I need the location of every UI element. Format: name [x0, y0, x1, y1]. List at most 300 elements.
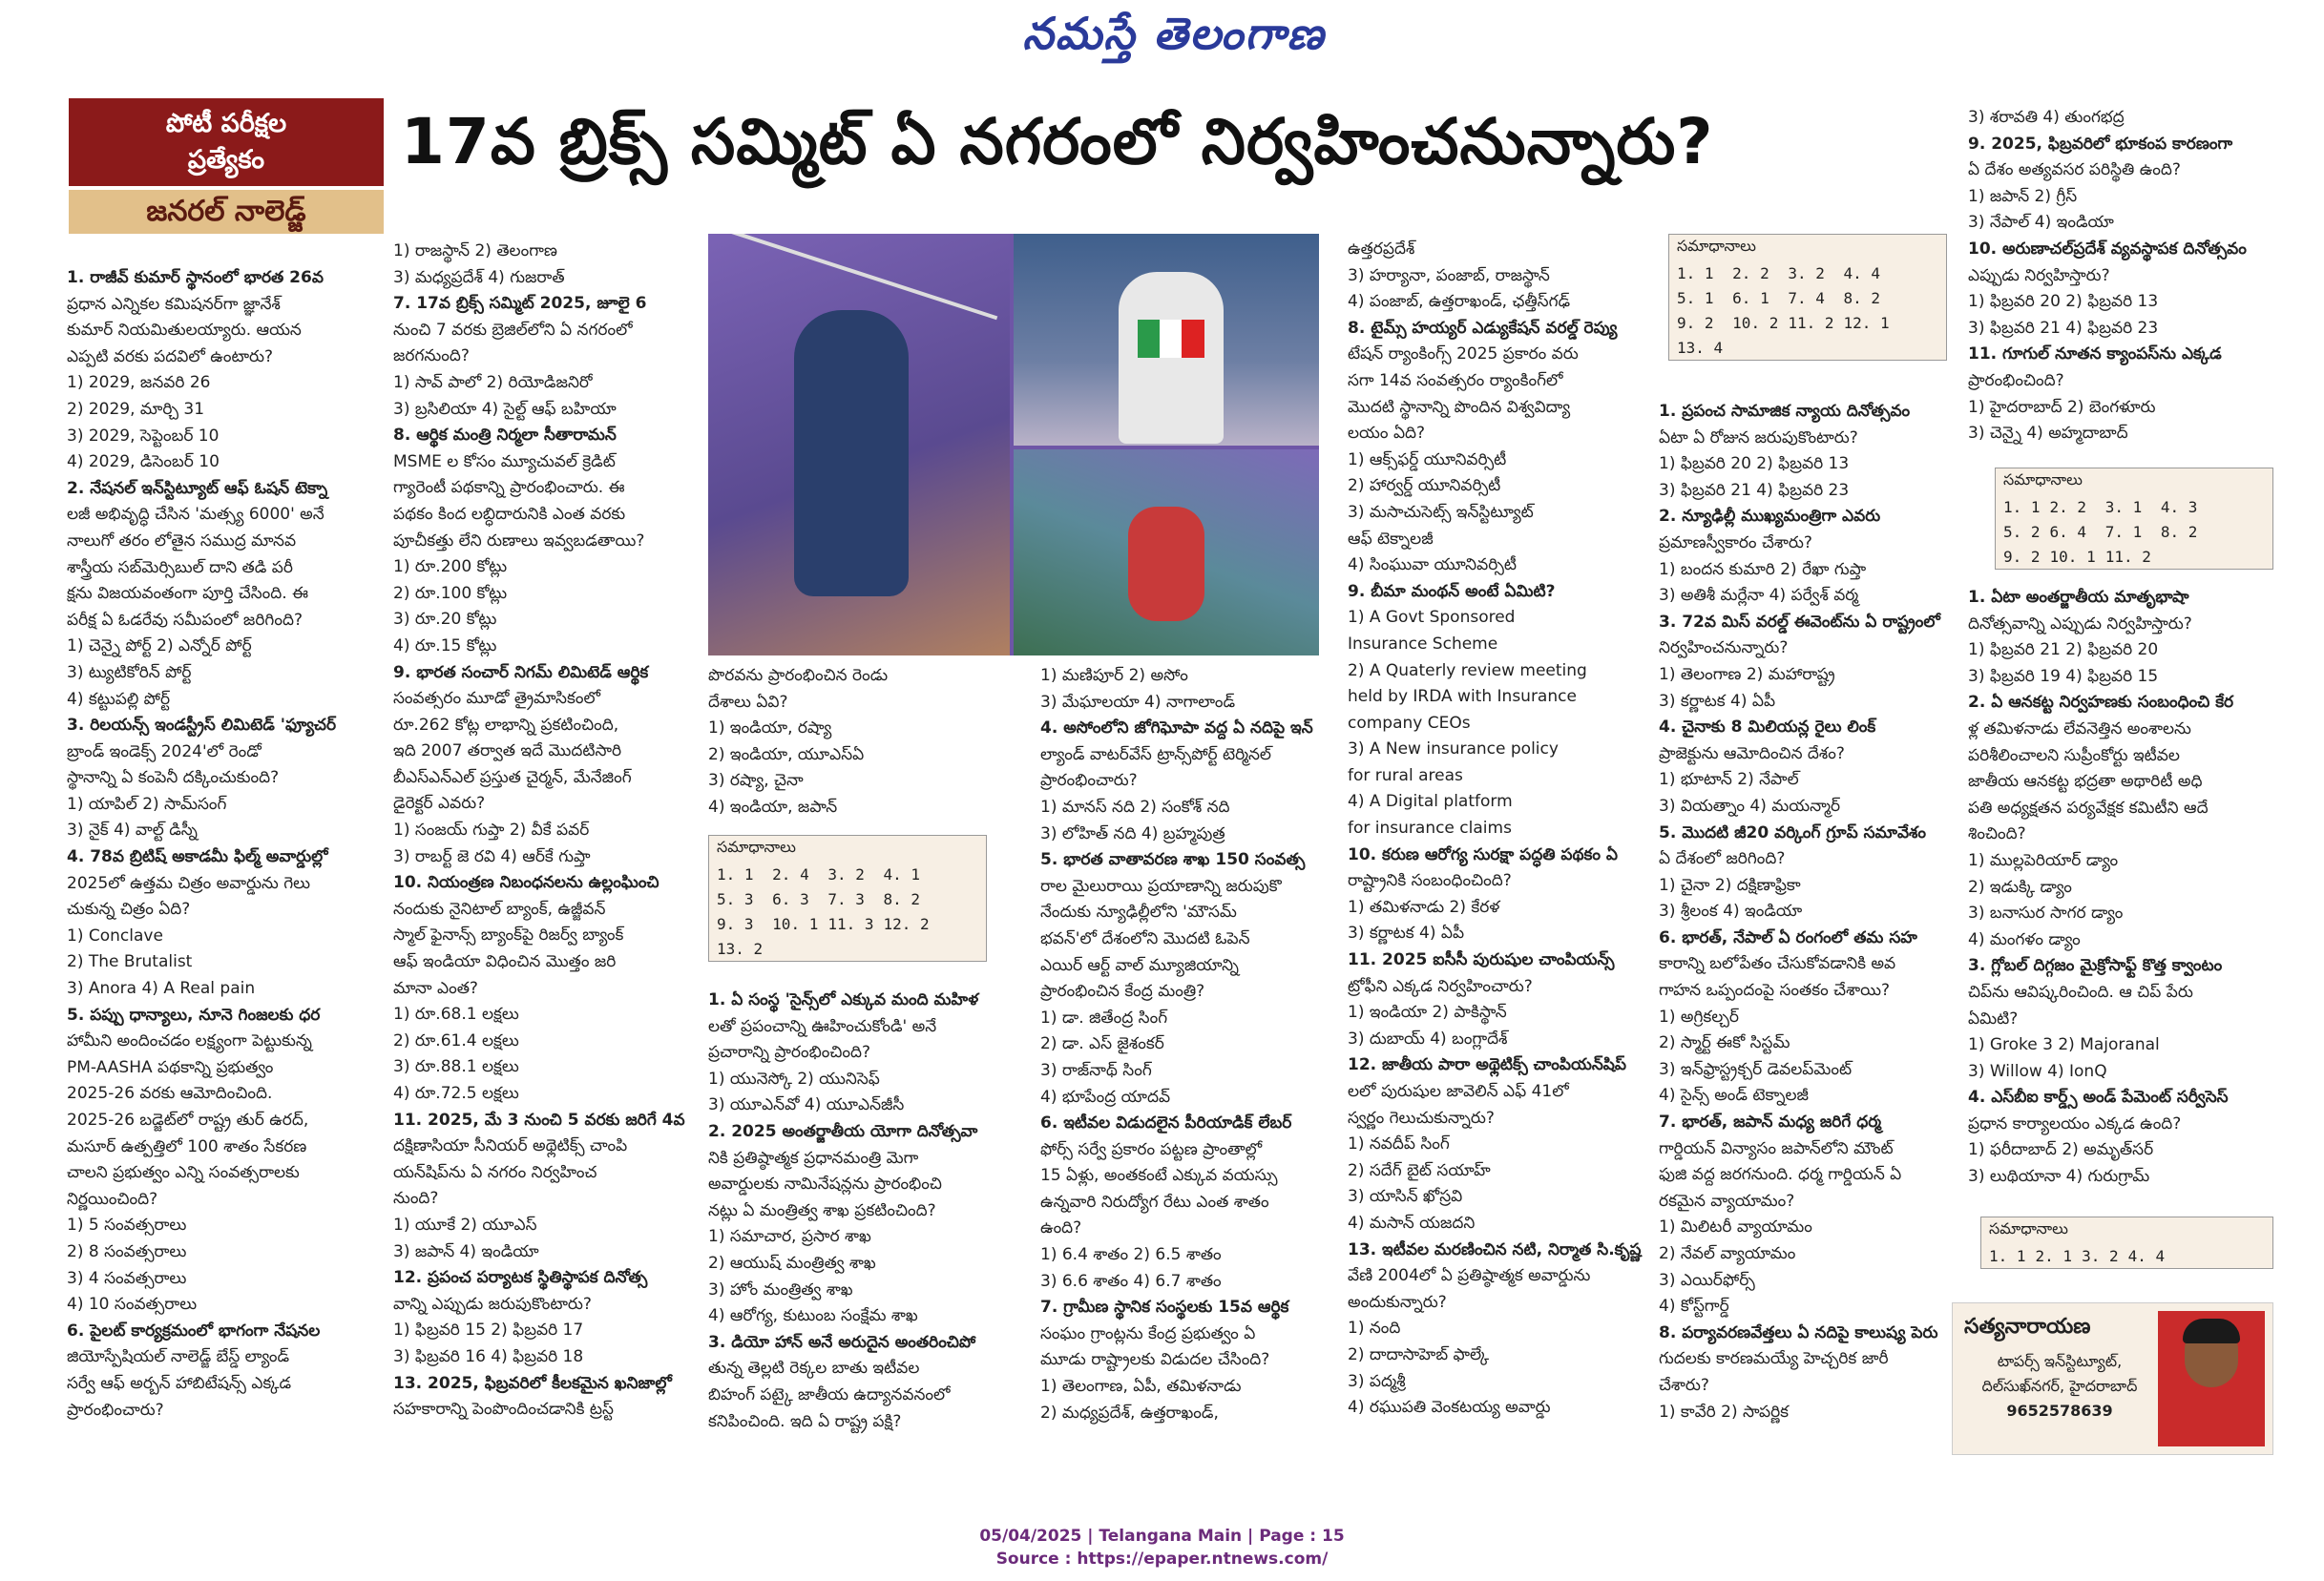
answer-cell: 6. 3: [772, 889, 809, 908]
text-line: జాతీయ ఆనకట్ట భద్రతా అథారిటీ అధి: [1968, 772, 2203, 792]
text-line: 1) ఫిబ్రవరి 20 2) ఫిబ్రవరి 13: [1659, 454, 1850, 474]
answer-cell: 7. 1: [2104, 522, 2143, 541]
answer-cell: 9. 2: [1677, 313, 1714, 332]
text-line: 1) Conclave: [67, 926, 163, 946]
text-line: 3) Willow 4) IonQ: [1968, 1061, 2107, 1081]
text-line: స్వర్ణం గెలుచుకున్నారు?: [1348, 1108, 1495, 1128]
answer-row: [1677, 310, 1899, 335]
text-line: 3. 72వ మిస్ వరల్డ్ ఈవెంట్‌ను ఏ రాష్ట్రంలో: [1659, 612, 1940, 632]
text-line: 4) ఇండియా, జపాన్: [708, 797, 838, 817]
text-line: పథకం కింద లబ్ధిదారునికి ఎంత వరకు: [393, 504, 626, 524]
answer-row: [717, 862, 939, 886]
answer-table: [1677, 260, 1899, 360]
text-line: ఏమిటి?: [1968, 1009, 2019, 1029]
text-line: గ్యారెంటీ పథకాన్ని ప్రారంభించారు. ఈ: [393, 478, 625, 498]
text-line: 3) 6.6 శాతం 4) 6.7 శాతం: [1040, 1271, 1222, 1291]
text-line: 3) ఎయిర్‌ఫోర్స్: [1659, 1270, 1755, 1290]
answer-cell: [1844, 335, 1899, 360]
text-line: 9. బీమా మంథన్ అంటే ఏమిటి?: [1348, 581, 1556, 601]
text-line: కారాన్ని బలోపేతం చేసుకోవడానికి అవ: [1659, 954, 1896, 974]
text-line: ప్రాజెక్టును ఆమోదించిన దేశం?: [1659, 743, 1845, 763]
answer-cell: [1732, 335, 1788, 360]
text-line: పొరవను ప్రారంభించిన రెండు: [708, 666, 889, 685]
text-line: 3) ఫిబ్రవరి 21 4) ఫిబ్రవరి 23: [1968, 318, 2159, 338]
text-line: 1) చెన్నై పోర్ట్ 2) ఎన్నోర్ పోర్ట్: [67, 636, 252, 656]
text-line: నికి ప్రతిష్ఠాత్మక ప్రధానమంత్రి మెగా: [708, 1148, 919, 1168]
text-line: సంఘం గ్రాంట్లను కేంద్ర ప్రభుత్వం ఏ: [1040, 1323, 1256, 1343]
answer-row: [1989, 1243, 2174, 1268]
text-line: నందుకు నైనిటాల్ బ్యాంక్, ఉజ్జీవన్: [393, 899, 606, 919]
text-line: 4) 2029, డిసెంబర్ 10: [67, 452, 220, 472]
text-line: పతి అధ్యక్షతన పర్యవేక్షక కమిటీని ఆదే: [1968, 798, 2209, 818]
text-line: 1) తెలంగాణ, ఏపీ, తమిళనాడు: [1040, 1377, 1242, 1397]
text-line: 1) యునెస్కో 2) యునిసెఫ్: [708, 1069, 880, 1089]
text-line: 7. 17వ బ్రిక్స్ సమ్మిట్ 2025, జూలై 6: [393, 294, 647, 314]
answer-key-label: సమాధానాలు: [2003, 470, 2083, 489]
text-line: 3) నైక్ 4) వాల్ట్ డిస్నీ: [67, 821, 198, 841]
column-5: [1348, 237, 1653, 1422]
text-line: 1) ఫిబ్రవరి 21 2) ఫిబ్రవరి 20: [1968, 640, 2159, 660]
answer-cell: 12. 1: [1843, 313, 1890, 332]
text-line: 9. 2025, ఫిబ్రవరిలో భూకంప కారణంగా: [1968, 134, 2233, 154]
text-line: 1) అగ్రికల్చర్: [1659, 1007, 1739, 1027]
answer-cell: 4. 3: [2160, 497, 2198, 516]
text-line: 7. భారత్, జపాన్ మధ్య జరిగే ధర్మ: [1659, 1113, 1882, 1133]
text-line: 12. జాతీయ పారా అథ్లెటిక్స్ చాంపియన్‌షిప్: [1348, 1055, 1626, 1075]
text-line: 3. డియో హాన్ అనే అరుదైన అంతరించిపో: [708, 1332, 976, 1352]
athlete-figure: [794, 310, 909, 596]
text-line: లతో ప్రపంచాన్ని ఊహించుకోండి' అనే: [708, 1016, 937, 1036]
text-line: 1) 2029, జనవరి 26: [67, 373, 211, 393]
text-line: 1) తెలంగాణ 2) మహారాష్ట్ర: [1659, 664, 1835, 684]
text-line: 1) ఫిబ్రవరి 20 2) ఫిబ్రవరి 13: [1968, 292, 2159, 312]
text-line: 3) 2029, సెప్టెంబర్ 10: [67, 426, 220, 446]
text-line: ఎప్పటి వరకు పదవిలో ఉంటారు?: [67, 346, 274, 366]
text-line: ప్రారంభించింది?: [1968, 370, 2064, 390]
text-line: 4) కోస్ట్‌గార్డ్: [1659, 1297, 1729, 1317]
text-line: 1) రూ.200 కోట్లు: [393, 557, 508, 577]
text-line: 3) ఫిబ్రవరి 19 4) ఫిబ్రవరి 15: [1968, 666, 2159, 686]
text-line: 4) రఘుపతి వెంకటయ్య అవార్డు: [1348, 1398, 1551, 1418]
answer-cell: 2. 4: [772, 864, 809, 884]
text-line: ఎయిర్ ఆర్ట్ వాల్ మ్యూజియాన్ని: [1040, 955, 1239, 975]
answer-row: [717, 886, 939, 911]
text-line: 4. 78వ బ్రిటిష్ అకాడమీ ఫిల్మ్ అవార్డుల్లో: [67, 847, 328, 867]
text-line: 1) రాజస్థాన్ 2) తెలంగాణ: [393, 241, 557, 260]
page-footer: [0, 1525, 2324, 1571]
text-line: శాస్త్రీయ సబ్‌మెర్సిబుల్ దాని తడి పరీ: [67, 557, 293, 577]
text-line: 2025-26 వరకు ఆమోదించింది.: [67, 1084, 273, 1104]
text-line: 3) శరావతి 4) తుంగభద్ర: [1968, 108, 2125, 127]
text-line: ఆఫ్ టెక్నాలజీ: [1348, 529, 1434, 549]
athletes-photo: [708, 234, 1319, 655]
text-line: 2) హార్వర్డ్ యూనివర్సిటీ: [1348, 476, 1501, 496]
author-card: [1952, 1302, 2273, 1455]
photo-panel-3: [1014, 449, 1319, 655]
text-line: యన్‌షిప్‌ను ఏ నగరం నిర్వహించ: [393, 1162, 597, 1182]
answer-cell: [1788, 335, 1843, 360]
text-line: లజీ అభివృద్ధి చేసిన 'మత్స్య 6000' అనే: [67, 505, 325, 525]
text-line: ఏ దేశంలో జరిగింది?: [1659, 849, 1786, 869]
text-line: 4) కట్టుపల్లి పోర్ట్: [67, 689, 171, 709]
answer-cell: 11. 2: [2104, 547, 2151, 566]
text-line: 3) జపాన్ 4) ఇండియా: [393, 1241, 539, 1261]
text-line: స్థానాన్ని ఏ కంపెనీ దక్కించుకుంది?: [67, 768, 280, 788]
text-line: సంవత్సరం మూడో త్రైమాసికంలో: [393, 689, 600, 709]
text-line: చేశారు?: [1659, 1375, 1709, 1395]
answer-cell: [827, 936, 883, 961]
text-line: 4) మసాన్ యజదని: [1348, 1213, 1476, 1233]
text-line: నేందుకు న్యూఢిల్లీలోని 'మౌసమ్: [1040, 903, 1237, 923]
column-6: [1659, 399, 1955, 1425]
text-line: 2) The Brutalist: [67, 952, 193, 972]
text-line: 3) హోం మంత్రిత్వ శాఖ: [708, 1279, 853, 1300]
answer-row: [2003, 494, 2207, 519]
text-line: 3) రూ.88.1 లక్షలు: [393, 1057, 519, 1077]
text-line: మూడు రాష్ట్రాలకు విడుదల చేసింది?: [1040, 1350, 1270, 1370]
answer-table: [1989, 1243, 2174, 1268]
text-line: 1. ఏ సంస్థ 'సైన్స్‌లో ఎక్కువ మంది మహిళ: [708, 990, 979, 1009]
text-line: కుమార్ నియమితులయ్యారు. ఆయన: [67, 321, 302, 341]
text-line: 1) యాపిల్ 2) సామ్‌సంగ్: [67, 794, 227, 814]
text-line: for insurance claims: [1348, 819, 1512, 839]
answer-cell: 8. 2: [2160, 522, 2198, 541]
answer-cell: 9. 3: [717, 914, 754, 933]
text-line: పరిశీలించాలని సుప్రీంకోర్టు ఇటీవల: [1968, 745, 2180, 765]
answer-key-2: [1668, 234, 1947, 361]
text-line: 2) సదేగ్ బైట్ సయాహ్: [1348, 1160, 1491, 1180]
answer-cell: 3. 2: [1788, 263, 1825, 282]
photo-panel-1: [708, 234, 1010, 655]
text-line: స్మాల్ ఫైనాన్స్ బ్యాంక్‌పై రిజర్వ్ బ్యాంక్: [393, 926, 624, 946]
text-line: 11. 2025 ఐసీసీ పురుషుల చాంపియన్స్: [1348, 950, 1615, 970]
text-line: జియోస్పేషియల్ నాలెడ్జ్ బేస్డ్ ల్యాండ్: [67, 1347, 290, 1367]
flag: [1138, 320, 1204, 358]
answer-key-3: [1995, 468, 2273, 570]
text-line: ట్రోఫీని ఎక్కడ నిర్వహించారు?: [1348, 976, 1533, 996]
text-line: 6. భారత్, నేపాల్ ఏ రంగంలో తమ సహ: [1659, 927, 1917, 947]
text-line: జరగనుంది?: [393, 346, 470, 366]
text-line: 3) ట్యుటికోరిన్ పోర్ట్: [67, 662, 192, 682]
column-2: [393, 239, 701, 1424]
answer-cell: 4. 4: [1843, 263, 1881, 282]
answer-cell: 13. 4: [1677, 338, 1724, 357]
footer-dateline: 05/04/2025 | Telangana Main | Page : 15: [979, 1527, 1345, 1546]
text-line: held by IRDA with Insurance: [1348, 687, 1577, 707]
text-line: ఉన్నవారి నిరుద్యోగ రేటు ఎంత శాతం: [1040, 1192, 1269, 1212]
answer-cell: 3. 1: [2104, 497, 2143, 516]
text-line: 4) A Digital platform: [1348, 792, 1513, 812]
answer-table: [717, 862, 939, 961]
text-line: 4. అసోంలోని జోగిఘోపా వద్ద ఏ నదిపై ఇన్: [1040, 718, 1313, 738]
text-line: 3. గ్లోబల్ దిగ్గజం మైక్రోసాఫ్ట్ కొత్త క్వాంటం: [1968, 956, 2223, 976]
text-line: 3) దుబాయ్ 4) బంగ్లాదేశ్: [1348, 1029, 1508, 1049]
text-line: 2) దాదాసాహెబ్ ఫాల్కే: [1348, 1344, 1490, 1364]
answer-cell: 3. 2: [2082, 1246, 2119, 1265]
text-line: పూచీకత్తు లేని రుణాలు ఇవ్వబడతాయి?: [393, 530, 645, 551]
text-line: సగా 14వ సంవత్సరం ర్యాంకింగ్‌లో: [1348, 370, 1563, 390]
text-line: దక్షిణాసియా సీనియర్ అథ్లెటిక్స్ చాంపి: [393, 1136, 628, 1156]
answer-cell: 8. 2: [883, 889, 921, 908]
text-line: 2) రూ.61.4 లక్షలు: [393, 1030, 519, 1051]
text-line: సహకారాన్ని పెంపొందించడానికి ట్రస్ట్: [393, 1400, 614, 1420]
text-line: 3) నేపాల్ 4) ఇండియా: [1968, 213, 2114, 233]
text-line: 3. రిలయన్స్ ఇండస్ట్రీస్ లిమిటెడ్ 'ఫ్యూచర్: [67, 716, 337, 736]
text-line: 3) కర్ణాటక 4) ఏపీ: [1348, 924, 1465, 944]
text-line: 3) లుథియానా 4) గురుగ్రామ్: [1968, 1167, 2150, 1187]
text-line: 1) ముల్లపెరియార్ డ్యాం: [1968, 850, 2119, 870]
text-line: 1) హైదరాబాద్ 2) బెంగళూరు: [1968, 397, 2156, 417]
text-line: 2) A Quaterly review meeting: [1348, 660, 1587, 680]
text-line: 2) ఇండియా, యూఎస్ఏ: [708, 744, 865, 764]
text-line: 12. ప్రపంచ పర్యాటక స్థితిస్థాపక దినోత్స: [393, 1268, 648, 1288]
text-line: రాల మైలురాయి ప్రయాణాన్ని జరుపుకొ: [1040, 876, 1282, 896]
text-line: 1) ఫిబ్రవరి 15 2) ఫిబ్రవరి 17: [393, 1321, 584, 1341]
text-line: ఏటా ఏ రోజున జరుపుకొంటారు?: [1659, 427, 1858, 447]
text-line: 3) కర్ణాటక 4) ఏపీ: [1659, 691, 1776, 711]
text-line: 2) 8 సంవత్సరాలు: [67, 1241, 187, 1261]
answer-cell: 4. 1: [883, 864, 921, 884]
answer-row: [2003, 519, 2207, 544]
text-line: 1) ఇండియా, రష్యా: [708, 718, 832, 738]
text-line: 3) మేఘాలయా 4) నాగాలాండ్: [1040, 692, 1236, 712]
answer-cell: 13. 2: [717, 939, 764, 958]
text-line: 5. భారత వాతావరణ శాఖ 150 సంవత్స: [1040, 850, 1306, 870]
text-line: 1) ఫరీదాబాద్ 2) అమృత్‌సర్: [1968, 1140, 2154, 1160]
text-line: బిహంగ్ పట్కై జాతీయ ఉద్యానవనంలో: [708, 1384, 951, 1404]
text-line: డైరెక్టర్ ఎవరు?: [393, 794, 486, 814]
answer-cell: 7. 3: [827, 889, 865, 908]
text-line: 2025లో ఉత్తమ చిత్రం అవార్డును గెలు: [67, 873, 311, 893]
text-line: 3) రాబర్ట్ జె రవి 4) ఆర్‌కే గుప్తా: [393, 846, 591, 866]
text-line: 1) సావ్ పాలో 2) రియోడిజనిరో: [393, 372, 593, 392]
text-line: 2) డా. ఎస్ జైశంకర్: [1040, 1034, 1164, 1054]
author-photo: [2158, 1311, 2265, 1446]
answer-cell: 1. 1: [717, 864, 754, 884]
text-line: 1) ఆక్స్‌ఫర్డ్ యూనివర్సిటీ: [1348, 449, 1507, 469]
text-line: ఇది 2007 తర్వాత ఇదే మొదటిసారి: [393, 741, 622, 761]
answer-key-label: సమాధానాలు: [1677, 237, 1756, 255]
text-line: 4. చైనాకు 8 మిలియన్ల రైలు లింక్: [1659, 718, 1876, 738]
text-line: ఎప్పుడు నిర్వహిస్తారు?: [1968, 265, 2110, 285]
text-line: దేశాలు ఏవి?: [708, 692, 788, 712]
text-line: రూ.262 కోట్ల లాభాన్ని ప్రకటించింది,: [393, 715, 619, 735]
text-line: 1) మణిపూర్ 2) అసోం: [1040, 666, 1188, 685]
text-line: నాలుగో తరం లోతైన సముద్ర మానవ: [67, 530, 297, 551]
text-line: 1. ఏటా అంతర్జాతీయ మాతృభాషా: [1968, 588, 2189, 607]
author-institute-line-2: దిల్‌సుఖ్‌నగర్, హైదరాబాద్: [1981, 1377, 2138, 1395]
text-line: 2. న్యూఢిల్లీ ముఖ్యమంత్రిగా ఎవరు: [1659, 507, 1881, 527]
author-institute-line-1: టాపర్స్ ఇన్‌స్టిట్యూట్,: [1997, 1352, 2123, 1370]
text-line: 1) డా. జితేంద్ర సింగ్: [1040, 1008, 1168, 1028]
column-7-lower: [1968, 585, 2283, 1191]
answer-cell: 4. 4: [2127, 1246, 2166, 1265]
text-line: 3) రష్యా, చైనా: [708, 771, 804, 791]
text-line: 2025-26 బడ్జెట్‌లో రాష్ట్ర తుర్ ఉరద్,: [67, 1111, 309, 1130]
answer-cell: 3. 2: [827, 864, 865, 884]
text-line: 1) భూటాన్ 2) నేపాల్: [1659, 770, 1799, 790]
answer-cell: [2161, 544, 2208, 569]
text-line: 1) రూ.68.1 లక్షలు: [393, 1005, 519, 1025]
text-line: వేణి 2004లో ఏ ప్రతిష్ఠాత్మక అవార్డును: [1348, 1266, 1591, 1286]
text-line: రకమైన వ్యాయామం?: [1659, 1191, 1795, 1211]
text-line: 3) అతిశీ మర్లేనా 4) పర్వేశ్ వర్మ: [1659, 586, 1859, 606]
answer-key-4: [1980, 1217, 2273, 1269]
text-line: ఉత్తరప్రదేశ్: [1348, 239, 1415, 259]
javelin: [724, 234, 998, 320]
text-line: 10. అరుణాచల్‌ప్రదేశ్ వ్యవస్థాపక దినోత్సవం: [1968, 239, 2247, 259]
answer-cell: 1. 1: [1989, 1246, 2026, 1265]
text-line: PM-AASHA పథకాన్ని ప్రభుత్వం: [67, 1057, 274, 1077]
text-line: 3) మధ్యప్రదేశ్ 4) గుజరాత్: [393, 267, 565, 287]
text-line: 8. టైమ్స్ హయ్యర్ ఎడ్యుకేషన్ వరల్డ్ రెప్యు: [1348, 318, 1618, 338]
text-line: 8. ఆర్థిక మంత్రి నిర్మలా సీతారామన్: [393, 426, 617, 446]
text-line: 9. భారత సంచార్ నిగమ్ లిమిటెడ్ ఆర్థిక: [393, 662, 649, 682]
text-line: 10. కరుణ ఆరోగ్య సురక్షా పద్ధతి పథకం ఏ: [1348, 844, 1619, 864]
text-line: హామీని అందించడం లక్ష్యంగా పెట్టుకున్న: [67, 1031, 312, 1051]
text-line: ప్రధాన ఎన్నికల కమిషనర్‌గా జ్ఞానేశ్: [67, 294, 281, 314]
text-line: 1) తమిళనాడు 2) కేరళ: [1348, 897, 1500, 917]
text-line: company CEOs: [1348, 713, 1471, 733]
text-line: 2) స్మార్ట్ ఈకో సిస్టమ్: [1659, 1033, 1790, 1053]
answer-cell: 10. 1: [2049, 547, 2096, 566]
text-line: సర్వే ఆఫ్ అర్బన్ హాబిటేషన్స్ ఎక్కడ: [67, 1373, 292, 1393]
text-line: 2. ఏ ఆనకట్ట నిర్వహణకు సంబంధించి కేర: [1968, 693, 2234, 713]
text-line: 13. ఇటీవల మరణించిన నటి, నిర్మాత సి.కృష్ణ: [1348, 1239, 1642, 1259]
answer-cell: 7. 4: [1788, 288, 1825, 307]
text-line: 1. ప్రపంచ సామాజిక న్యాయ దినోత్సవం: [1659, 402, 1911, 421]
text-line: 3) ఫిబ్రవరి 21 4) ఫిబ్రవరి 23: [1659, 480, 1850, 500]
text-line: 2) మధ్యప్రదేశ్, ఉత్తరాఖండ్,: [1040, 1403, 1219, 1423]
text-line: 3) లోహిత్ నది 4) బ్రహ్మపుత్ర: [1040, 823, 1225, 843]
text-line: 6. ఇటీవల విడుదలైన పీరియాడిక్ లేబర్: [1040, 1113, 1292, 1134]
athlete-figure: [1119, 272, 1224, 444]
text-line: 2. నేషనల్ ఇన్‌స్టిట్యూట్ ఆఫ్ ఓషన్ టెక్నా: [67, 478, 328, 498]
answer-row: [1677, 285, 1899, 310]
text-line: అందుకున్నారు?: [1348, 1292, 1447, 1312]
column-3: [708, 663, 1033, 822]
text-line: 3) చెన్నై 4) అహ్మదాబాద్: [1968, 424, 2128, 444]
text-line: 1) బందన కుమారి 2) రేఖా గుప్తా: [1659, 559, 1867, 579]
text-line: చుకున్న చిత్రం ఏది?: [67, 900, 191, 920]
section-label: జనరల్ నాలెడ్జ్: [69, 190, 384, 234]
text-line: నట్లు ఏ మంత్రిత్వ శాఖ ప్రకటించింది?: [708, 1200, 936, 1220]
text-line: 1) Groke 3 2) Majoranal: [1968, 1035, 2160, 1055]
answer-cell: 5. 1: [1677, 288, 1714, 307]
text-line: 4) రూ.15 కోట్లు: [393, 635, 497, 655]
answer-cell: 6. 1: [1732, 288, 1769, 307]
text-line: పరీక్ష ఏ ఓడరేవు సమీపంలో జరిగింది?: [67, 610, 303, 630]
text-line: 1. రాజీవ్ కుమార్ స్థానంలో భారత 26వ: [67, 268, 324, 287]
answer-key-label: సమాధానాలు: [717, 838, 796, 856]
text-line: చాలని ప్రభుత్వం ఎన్ని సంవత్సరాలకు: [67, 1163, 300, 1183]
text-line: 1) మానస్ నది 2) సంకోశ్ నది: [1040, 797, 1230, 817]
author-name: సత్యనారాయణ: [1964, 1315, 2091, 1339]
text-line: 4) భూపేంద్ర యాదవ్: [1040, 1087, 1171, 1107]
answer-row: [2003, 544, 2207, 569]
answer-cell: 8. 2: [1843, 288, 1881, 307]
text-line: ల్యాండ్ వాటర్‌వేస్ ట్రాన్స్‌పోర్ట్ టెర్మినల్: [1040, 744, 1271, 764]
topic-banner: [69, 98, 384, 186]
text-line: 1) సమాచార, ప్రసార శాఖ: [708, 1227, 871, 1247]
answer-cell: 11. 3: [827, 914, 874, 933]
text-line: 10. నియంత్రణ నిబంధనలను ఉల్లంఘించి: [393, 873, 660, 893]
column-1: [67, 265, 382, 1424]
text-line: లయం ఏది?: [1348, 424, 1426, 444]
text-line: 3) వియత్నాం 4) మయన్మార్: [1659, 796, 1841, 816]
text-line: 2) ఇడుక్కి డ్యాం: [1968, 877, 2072, 897]
text-line: 1) జపాన్ 2) గ్రీస్: [1968, 186, 2078, 206]
text-line: 1) సంజయ్ గుప్తా 2) వీకే పవర్: [393, 821, 590, 841]
text-line: నుంచి 7 వరకు బ్రెజిల్‌లోని ఏ నగరంలో: [393, 320, 633, 340]
text-line: 3) బ్రసిలియా 4) సైల్ట్ ఆఫ్ బహియా: [393, 399, 617, 419]
answer-cell: 11. 2: [1788, 313, 1834, 332]
text-line: 1) 5 సంవత్సరాలు: [67, 1216, 187, 1236]
text-line: క్షను విజయవంతంగా పూర్తి చేసింది. ఈ: [67, 584, 308, 604]
text-line: 13. 2025, ఫిబ్రవరిలో కీలకమైన ఖనిజాల్లో: [393, 1373, 672, 1393]
text-line: టేషన్ ర్యాంకింగ్స్ 2025 ప్రకారం వరు: [1348, 344, 1579, 364]
masthead-logo: నమస్తే తెలంగాణ: [1022, 8, 1326, 59]
author-institute: [1964, 1349, 2155, 1424]
text-line: గుదలకు కారణమయ్యే హెచ్చరిక జారీ: [1659, 1349, 1889, 1369]
answer-cell: 9. 2: [2003, 547, 2041, 566]
text-line: 3) ఇన్‌ఫ్రాస్ట్రక్చర్ డెవలప్‌మెంట్: [1659, 1059, 1853, 1079]
text-line: దినోత్సవాన్ని ఎప్పుడు నిర్వహిస్తారు?: [1968, 614, 2192, 634]
answer-cell: 5. 2: [2003, 522, 2041, 541]
text-line: 2) 2029, మార్చి 31: [67, 399, 205, 419]
text-line: 4) పంజాబ్, ఉత్తరాఖండ్, ఛత్తీస్‌గఢ్: [1348, 292, 1571, 312]
text-line: రాష్ట్రానికి సంబంధించింది?: [1348, 871, 1512, 891]
text-line: మొదటి స్థానాన్ని పొందిన విశ్వవిద్యా: [1348, 397, 1571, 417]
text-line: బీఎస్ఎన్ఎల్ ప్రస్తుత చైర్మన్, మేనేజింగ్: [393, 767, 632, 787]
answer-cell: 1. 1: [2003, 497, 2041, 516]
text-line: ఆఫ్ ఇండియా విధించిన మొత్తం జరి: [393, 952, 617, 972]
text-line: 3) శ్రీలంక 4) ఇండియా: [1659, 902, 1803, 922]
answer-cell: 6. 4: [2049, 522, 2087, 541]
answer-cell: 10. 1: [772, 914, 819, 933]
text-line: 3) రాజ్‌నాథ్ సింగ్: [1040, 1060, 1152, 1080]
text-line: 2) ఆయుష్ మంత్రిత్వ శాఖ: [708, 1253, 876, 1273]
text-line: శించింది?: [1968, 824, 2026, 844]
text-line: నిర్ణయించింది?: [67, 1189, 158, 1209]
text-line: 1) నవదీప్ సింగ్: [1348, 1134, 1450, 1155]
answer-cell: 2. 1: [2035, 1246, 2073, 1265]
text-line: అవార్డులకు నామినేషన్లను ప్రారంభించి: [708, 1175, 942, 1195]
answer-cell: 10. 2: [1732, 313, 1779, 332]
text-line: కనిపించింది. ఇది ఏ రాష్ట్ర పక్షి?: [708, 1411, 902, 1431]
text-line: 4) సైన్స్ అండ్ టెక్నాలజీ: [1659, 1086, 1809, 1106]
text-line: 1) చైనా 2) దక్షిణాఫ్రికా: [1659, 875, 1801, 895]
text-line: 3) యూఎన్‌వో 4) యూఎన్‌జీసీ: [708, 1095, 905, 1115]
text-line: 2) నేవల్ వ్యాయామం: [1659, 1244, 1796, 1263]
text-line: ఫోర్స్ సర్వే ప్రకారం పట్టణ ప్రాంతాల్లో: [1040, 1139, 1263, 1159]
text-line: 11. 2025, మే 3 నుంచి 5 వరకు జరిగే 4వ: [393, 1110, 685, 1130]
text-line: 1) కావేరి 2) సాపర్ణిక: [1659, 1402, 1790, 1422]
text-line: నుంది?: [393, 1189, 439, 1209]
text-line: 5. పప్పు ధాన్యాలు, నూనె గింజలకు ధర: [67, 1005, 321, 1025]
author-hair: [2183, 1319, 2240, 1343]
text-line: తున్న తెల్లటి రెక్కల బాతు ఇటీవల: [708, 1359, 920, 1379]
footer-source: Source : https://epaper.ntnews.com/: [995, 1550, 1329, 1569]
text-line: 11. గూగుల్ నూతన క్యాంపస్‌ను ఎక్కడ: [1968, 344, 2222, 364]
text-line: ప్రధాన కార్యాలయం ఎక్కడ ఉంది?: [1968, 1113, 2182, 1134]
text-line: 4) ఆరోగ్య, కుటుంబ సంక్షేమ శాఖ: [708, 1306, 918, 1326]
text-line: 3) 4 సంవత్సరాలు: [67, 1268, 187, 1288]
text-line: 3) హర్యానా, పంజాబ్, రాజస్థాన్: [1348, 265, 1550, 285]
answer-cell: 1. 1: [1677, 263, 1714, 282]
text-line: 3) Anora 4) A Real pain: [67, 979, 256, 999]
text-line: 3) ఫిబ్రవరి 16 4) ఫిబ్రవరి 18: [393, 1346, 584, 1366]
